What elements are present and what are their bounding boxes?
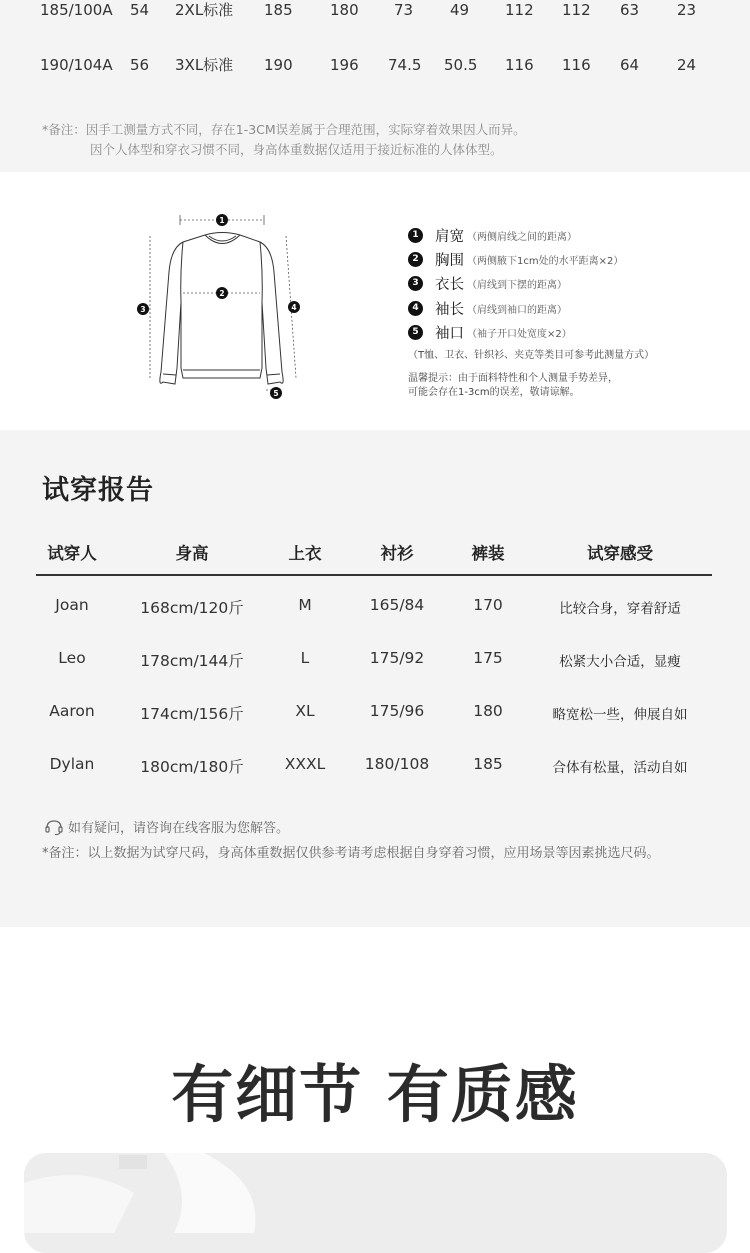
report-note: *备注：以上数据为试穿尺码，身高体重数据仅供参考请考虑根据自身穿着习惯，应用场景等因素挑选尺码。 bbox=[42, 846, 660, 861]
size-cell: 54 bbox=[130, 1, 150, 19]
size-cell: 116 bbox=[505, 56, 534, 74]
size-cell: 116 bbox=[562, 56, 591, 74]
legend-desc: （肩线到袖口的距离） bbox=[467, 304, 567, 316]
report-cell: M bbox=[298, 596, 312, 614]
diagram-label-3: 3 bbox=[140, 305, 146, 314]
number-badge: 1 bbox=[408, 228, 423, 243]
report-cell: 168cm/120斤 bbox=[140, 599, 244, 617]
header-pants: 裤装 bbox=[471, 544, 505, 563]
legend-name: 衣长 bbox=[435, 276, 464, 293]
sweater-diagram bbox=[0, 172, 330, 430]
legend-desc: （两侧腋下1cm处的水平距离×2） bbox=[467, 255, 624, 267]
measurement-tip-line-2: 可能会存在1-3cm的误差，敬请谅解。 bbox=[408, 387, 580, 398]
report-cell: 180/108 bbox=[364, 755, 430, 773]
diagram-label-5: 5 bbox=[273, 389, 279, 398]
size-cell: 196 bbox=[330, 56, 359, 74]
size-cell: 74.5 bbox=[388, 56, 422, 74]
report-cell: Dylan bbox=[49, 755, 95, 773]
number-badge: 4 bbox=[408, 301, 423, 316]
number-badge: 5 bbox=[408, 325, 423, 340]
size-cell: 112 bbox=[505, 1, 534, 19]
detail-section bbox=[0, 927, 750, 1224]
size-cell: 112 bbox=[562, 1, 591, 19]
legend-desc: （袖子开口处宽度×2） bbox=[467, 328, 572, 340]
report-cell: L bbox=[300, 649, 310, 667]
header-tester: 试穿人 bbox=[47, 544, 97, 563]
report-cell: 松紧大小合适，显瘦 bbox=[559, 654, 681, 670]
size-cell: 63 bbox=[620, 1, 640, 19]
measurement-tip-line-1: 温馨提示：由于面料特性和个人测量手势差异， bbox=[408, 373, 618, 384]
fabric-photo bbox=[24, 1153, 727, 1233]
legend-sleeve bbox=[408, 299, 567, 317]
number-badge: 2 bbox=[408, 252, 423, 267]
size-cell: 23 bbox=[677, 1, 697, 19]
legend-name: 袖口 bbox=[435, 325, 464, 342]
size-cell: 2XL标准 bbox=[175, 1, 234, 19]
report-cell: 165/84 bbox=[369, 596, 425, 614]
diagram-label-4: 4 bbox=[291, 303, 297, 312]
report-cell: Aaron bbox=[49, 702, 95, 720]
product-photo-card bbox=[24, 1153, 727, 1253]
size-cell: 50.5 bbox=[444, 56, 478, 74]
report-cell: Joan bbox=[55, 596, 89, 614]
report-cell: 174cm/156斤 bbox=[140, 705, 244, 723]
header-shirt: 衬衫 bbox=[380, 544, 414, 563]
fitting-report-section bbox=[0, 430, 750, 927]
legend-length bbox=[408, 274, 567, 292]
size-cell: 185 bbox=[264, 1, 293, 19]
report-cell: 180cm/180斤 bbox=[140, 758, 244, 776]
header-height: 身高 bbox=[175, 544, 209, 563]
report-cell: Leo bbox=[58, 649, 86, 667]
size-cell: 190/104A bbox=[40, 56, 113, 74]
report-cell: 185 bbox=[473, 755, 503, 773]
size-cell: 64 bbox=[620, 56, 640, 74]
report-cell: 175/92 bbox=[369, 649, 425, 667]
report-cell: 180 bbox=[473, 702, 503, 720]
measurement-footnote: （T恤、卫衣、针织衫、夹克等类目可参考此测量方式） bbox=[408, 350, 655, 361]
report-cell: 略宽松一些，伸展自如 bbox=[552, 707, 688, 723]
report-cell: 175 bbox=[473, 649, 503, 667]
legend-shoulder bbox=[408, 226, 577, 244]
legend-name: 肩宽 bbox=[435, 228, 464, 245]
report-cell: 合体有松量，活动自如 bbox=[552, 760, 688, 776]
report-cell: XL bbox=[295, 702, 315, 720]
faq-text: 如有疑问，请咨询在线客服为您解答。 bbox=[68, 821, 290, 836]
diagram-label-1: 1 bbox=[219, 216, 225, 225]
size-cell: 180 bbox=[330, 1, 359, 19]
diagram-label-2: 2 bbox=[219, 289, 225, 298]
size-note-line-2: 因个人体型和穿衣习惯不同，身高体重数据仅适用于接近标准的人体体型。 bbox=[90, 142, 503, 157]
size-note-line-1: *备注：因手工测量方式不同，存在1-3CM误差属于合理范围，实际穿着效果因人而异。 bbox=[42, 122, 526, 137]
report-cell: 178cm/144斤 bbox=[140, 652, 244, 670]
detail-title: 有细节 有质感 bbox=[171, 1058, 579, 1131]
report-cell: 170 bbox=[473, 596, 503, 614]
report-title: 试穿报告 bbox=[42, 475, 154, 506]
report-cell: 比较合身，穿着舒适 bbox=[559, 601, 681, 617]
report-cell: XXXL bbox=[284, 755, 326, 773]
legend-cuff bbox=[408, 323, 572, 341]
legend-name: 袖长 bbox=[435, 301, 464, 318]
legend-chest bbox=[408, 250, 623, 268]
number-badge: 3 bbox=[408, 276, 423, 291]
size-cell: 49 bbox=[450, 1, 470, 19]
header-divider bbox=[36, 574, 712, 576]
headset-icon bbox=[44, 818, 64, 836]
legend-name: 胸围 bbox=[435, 252, 464, 269]
size-table-section bbox=[0, 0, 750, 172]
report-cell: 175/96 bbox=[369, 702, 425, 720]
size-cell: 73 bbox=[394, 1, 414, 19]
size-cell: 185/100A bbox=[40, 1, 113, 19]
measurement-section bbox=[0, 172, 750, 430]
size-cell: 3XL标准 bbox=[175, 56, 234, 74]
size-cell: 56 bbox=[130, 56, 150, 74]
legend-desc: （两侧肩线之间的距离） bbox=[467, 231, 577, 243]
faq-line bbox=[44, 817, 289, 836]
legend-desc: （肩线到下摆的距离） bbox=[467, 279, 567, 291]
header-feeling: 试穿感受 bbox=[587, 544, 653, 563]
size-row bbox=[0, 50, 750, 80]
size-cell: 24 bbox=[677, 56, 697, 74]
header-top: 上衣 bbox=[288, 544, 322, 563]
size-row bbox=[0, 0, 750, 25]
size-cell: 190 bbox=[264, 56, 293, 74]
